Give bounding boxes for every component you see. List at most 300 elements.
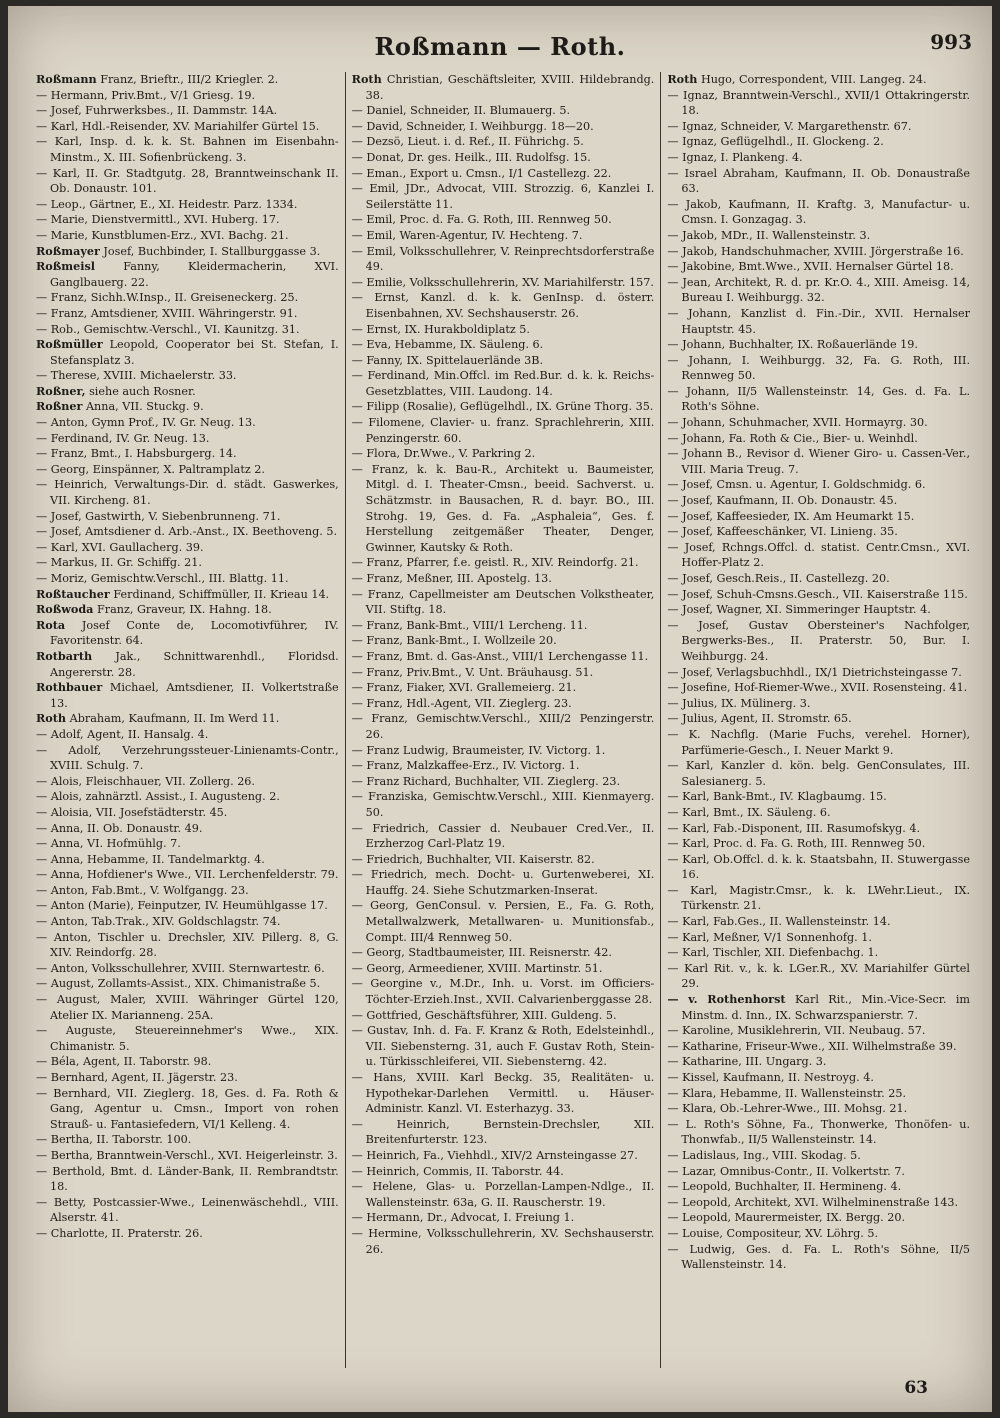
directory-entry xyxy=(352,976,655,1007)
directory-entry xyxy=(352,1210,655,1226)
directory-entry xyxy=(36,119,339,135)
directory-entry xyxy=(667,587,970,603)
entry-text: — Franziska, Gemischtw.Verschl., XIII. Kienmayerg. 50. xyxy=(351,790,655,819)
directory-entry xyxy=(667,1101,970,1117)
entry-text: — Emil, Proc. d. Fa. G. Roth, III. Rennweg 50. xyxy=(351,213,612,227)
directory-entry xyxy=(352,134,655,150)
directory-entry xyxy=(667,930,970,946)
entry-text: Abraham, Kaufmann, II. Im Werd 11. xyxy=(69,712,280,726)
directory-entry xyxy=(36,914,339,930)
directory-entry xyxy=(667,680,970,696)
entry-text: — Franz Richard, Buchhalter, VII. Zieglerg. 23. xyxy=(351,774,621,788)
directory-entry xyxy=(667,883,970,914)
entry-text: — Franz Ludwig, Braumeister, IV. Victorg. 1. xyxy=(351,743,606,757)
directory-entry xyxy=(667,337,970,353)
entry-text: — Anna, VI. Hofmühlg. 7. xyxy=(36,837,181,851)
entry-text: — Bernhard, VII. Zieglerg. 18, Ges. d. Fa. Roth & Gang, Agentur u. Cmsn., Import von rohen Strauß- u. Fantasiefedern, VI/1 Kelleng. 4. xyxy=(36,1086,339,1131)
entry-text: — Filipp (Rosalie), Geflügelhdl., IX. Grüne Thorg. 35. xyxy=(351,400,654,414)
directory-entry xyxy=(352,711,655,742)
entry-text: — Dezsö, Lieut. i. d. Ref., II. Führichg. 5. xyxy=(351,135,584,149)
directory-entry xyxy=(352,680,655,696)
directory-entry xyxy=(36,1195,339,1226)
directory-entry xyxy=(36,524,339,540)
entry-text: — Anna, Hofdiener's Wwe., VII. Lerchenfelderstr. 79. xyxy=(36,868,339,882)
entry-text: — Anton, Gymn Prof., IV. Gr. Neug. 13. xyxy=(36,416,256,430)
directory-entry xyxy=(667,493,970,509)
entry-text: — Eman., Export u. Cmsn., I/1 Castellezg. 22. xyxy=(351,166,612,180)
entry-text: — Franz, Amtsdiener, XVIII. Währingerstr. 91. xyxy=(36,306,298,320)
entry-text: — Georgine v., M.Dr., Inh. u. Vorst. im Officiers-Töchter-Erzieh.Inst., XVII. Calvarienberggasse 28. xyxy=(351,977,655,1007)
entry-text: — Katharine, Friseur-Wwe., XII. Wilhelmstraße 39. xyxy=(667,1039,957,1053)
directory-entry xyxy=(352,571,655,587)
entry-text: — Ignaz, Geflügelhdl., II. Glockeng. 2. xyxy=(667,135,884,149)
entry-text: — Leopold, Maurermeister, IX. Bergg. 20. xyxy=(667,1211,906,1225)
directory-entry xyxy=(352,789,655,820)
directory-entry xyxy=(36,477,339,508)
directory-entry xyxy=(36,774,339,790)
directory-entry xyxy=(352,587,655,618)
directory-entry xyxy=(36,789,339,805)
directory-entry xyxy=(36,446,339,462)
directory-entry xyxy=(352,212,655,228)
entry-text: — Leopold, Buchhalter, II. Hermineng. 4. xyxy=(667,1180,902,1194)
entry-text: — Karl, Fab.Ges., II. Wallensteinstr. 14. xyxy=(667,915,891,929)
entry-text: — Karl, Hdl.-Reisender, XV. Mariahilfer Gürtel 15. xyxy=(36,119,320,133)
directory-entry xyxy=(352,244,655,275)
directory-entry xyxy=(667,353,970,384)
entry-text: — Karl, Bank-Bmt., IV. Klagbaumg. 15. xyxy=(667,790,887,804)
entry-text: — Friedrich, Buchhalter, VII. Kaiserstr. 82. xyxy=(351,852,595,866)
entry-surname: Roßtaucher xyxy=(36,586,110,601)
directory-entry xyxy=(36,540,339,556)
entry-text: — Lazar, Omnibus-Contr., II. Volkertstr. 7. xyxy=(667,1164,905,1178)
directory-entry xyxy=(36,821,339,837)
directory-entry xyxy=(352,290,655,321)
directory-entry xyxy=(352,462,655,556)
entry-text: — Josef, Amtsdiener d. Arb.-Anst., IX. Beethoveng. 5. xyxy=(36,525,338,539)
entry-text: — Heinrich, Fa., Viehhdl., XIV/2 Arnsteingasse 27. xyxy=(351,1148,638,1162)
entry-text: — Josef, Kaffeesieder, IX. Am Heumarkt 15. xyxy=(667,509,915,523)
directory-entry xyxy=(36,898,339,914)
entry-text: — Josef, Cmsn. u. Agentur, I. Goldschmidg. 6. xyxy=(667,478,926,492)
entry-text: — Jakobine, Bmt.Wwe., XVII. Hernalser Gürtel 18. xyxy=(667,260,954,274)
entry-text: Anna, VII. Stuckg. 9. xyxy=(85,400,204,414)
entry-text: — Donat, Dr. ges. Heilk., III. Rudolfsg. 15. xyxy=(351,150,591,164)
entry-text: — Anna, II. Ob. Donaustr. 49. xyxy=(36,821,203,835)
entry-text: — Emil, Volksschullehrer, V. Reinprechtsdorferstraße 49. xyxy=(351,244,655,274)
directory-entry xyxy=(667,618,970,665)
directory-entry xyxy=(36,587,339,603)
directory-entry xyxy=(36,384,339,400)
directory-entry xyxy=(352,119,655,135)
directory-entry xyxy=(36,883,339,899)
directory-entry xyxy=(667,415,970,431)
entry-text: — Berthold, Bmt. d. Länder-Bank, II. Rembrandtstr. 18. xyxy=(36,1164,339,1194)
entry-text: — Josef, Rchngs.Offcl. d. statist. Centr.Cmsn., XVI. Hoffer-Platz 2. xyxy=(667,540,971,570)
directory-entry xyxy=(36,88,339,104)
directory-entry xyxy=(667,1164,970,1180)
directory-entry xyxy=(352,758,655,774)
entry-text: — Ignaz, Schneider, V. Margarethenstr. 67. xyxy=(667,119,912,133)
directory-entry xyxy=(36,322,339,338)
entry-text: — Franz, Fiaker, XVI. Grallemeierg. 21. xyxy=(351,681,577,695)
directory-entry xyxy=(352,353,655,369)
entry-surname: Rothbauer xyxy=(36,680,103,695)
directory-entry xyxy=(352,696,655,712)
directory-entry xyxy=(36,1132,339,1148)
entry-text: — Anton, Tischler u. Drechsler, XIV. Pillerg. 8, G. XIV. Reindorfg. 28. xyxy=(36,930,339,960)
entry-text: siehe auch Rosner. xyxy=(89,384,196,398)
entry-text: Hugo, Correspondent, VIII. Langeg. 24. xyxy=(700,73,927,86)
directory-entry xyxy=(667,961,970,992)
entry-surname: Roßner xyxy=(36,399,83,414)
entry-surname: Roßmayer xyxy=(36,243,100,258)
entry-text: — Anton, Volksschullehrer, XVIII. Sternwartestr. 6. xyxy=(36,961,325,975)
entry-text: — Karl, Meßner, V/1 Sonnenhofg. 1. xyxy=(667,930,872,944)
entry-text: — Ladislaus, Ing., VIII. Skodag. 5. xyxy=(667,1148,861,1162)
directory-entry xyxy=(352,618,655,634)
directory-entry xyxy=(667,571,970,587)
directory-entry xyxy=(667,1086,970,1102)
entry-text: — Karl, Tischler, XII. Diefenbachg. 1. xyxy=(667,946,879,960)
directory-entry xyxy=(667,1039,970,1055)
directory-entry xyxy=(667,1023,970,1039)
directory-entry xyxy=(36,415,339,431)
directory-entry xyxy=(352,1164,655,1180)
entry-text: — Julius, Agent, II. Stromstr. 65. xyxy=(667,712,852,726)
signature-number: 63 xyxy=(904,1378,928,1398)
directory-entry xyxy=(352,1070,655,1117)
entry-text: — Therese, XVIII. Michaelerstr. 33. xyxy=(36,369,237,383)
entry-text: — Franz, Meßner, III. Apostelg. 13. xyxy=(351,572,552,585)
directory-entry xyxy=(36,602,339,618)
entry-surname: Roth xyxy=(667,72,698,86)
directory-entry xyxy=(667,1226,970,1242)
directory-entry xyxy=(667,758,970,789)
entry-text: — Franz, Gemischtw.Verschl., XIII/2 Penzingerstr. 26. xyxy=(351,712,655,741)
directory-entry xyxy=(667,602,970,618)
column-2 xyxy=(345,72,661,1368)
entry-text: — Franz, Bmt., I. Habsburgerg. 14. xyxy=(36,447,237,461)
directory-entry xyxy=(36,1226,339,1242)
entry-text: — Heinrich, Verwaltungs-Dir. d. städt. Gaswerkes, VII. Kircheng. 81. xyxy=(36,478,339,508)
directory-entry xyxy=(667,228,970,244)
directory-entry xyxy=(667,665,970,681)
directory-entry xyxy=(352,415,655,446)
entry-text: Jak., Schnittwarenhdl., Floridsd. Angererstr. 28. xyxy=(50,649,339,679)
entry-text: — K. Nachflg. (Marie Fuchs, verehel. Horner), Parfümerie-Gesch., I. Neuer Markt 9. xyxy=(667,727,971,757)
entry-text: — Franz, Priv.Bmt., V. Unt. Bräuhausg. 51. xyxy=(351,665,594,679)
entry-surname: Rota xyxy=(36,617,66,632)
entry-text: — Emilie, Volksschullehrerin, XV. Mariahilferstr. 157. xyxy=(351,275,654,289)
directory-entry xyxy=(36,961,339,977)
entry-text: — Marie, Dienstvermittl., XVI. Huberg. 17. xyxy=(36,213,280,227)
entry-text: Josef, Buchbinder, I. Stallburggasse 3. xyxy=(103,244,321,258)
directory-entry xyxy=(667,1054,970,1070)
directory-entry xyxy=(352,898,655,945)
entry-text: Franz, Brieftr., III/2 Kriegler. 2. xyxy=(100,73,279,86)
directory-entry xyxy=(352,743,655,759)
directory-entry xyxy=(667,727,970,758)
entry-text: — Bertha, II. Taborstr. 100. xyxy=(36,1133,192,1147)
entry-text: Michael, Amtsdiener, II. Volkertstraße 13. xyxy=(50,681,339,710)
directory-entry xyxy=(667,1148,970,1164)
directory-entry xyxy=(352,665,655,681)
entry-text: — Karl, Ob.Offcl. d. k. k. Staatsbahn, II. Stuwergasse 16. xyxy=(667,852,971,882)
directory-entry xyxy=(36,431,339,447)
entry-text: — Ludwig, Ges. d. Fa. L. Roth's Söhne, II/5 Wallensteinstr. 14. xyxy=(667,1242,971,1272)
directory-entry xyxy=(36,259,339,290)
entry-text: — Georg, Einspänner, X. Paltramplatz 2. xyxy=(36,462,265,476)
directory-entry xyxy=(667,197,970,228)
directory-entry xyxy=(36,1086,339,1133)
directory-entry xyxy=(36,103,339,119)
entry-text: — Franz, k. k. Bau-R., Architekt u. Baumeister, Mitgl. d. I. Theater-Cmsn., beeid. Sachverst. u. Schätzmstr. in Bausachen, R. d. bayr. BO., III. Strohg. 19, Ges. d. Fa. „Asphaleia“, Ges. f. Herstellung zeitgemäßer Theater, Denger, Gwinner, Kautsky & Roth. xyxy=(351,462,655,554)
entry-text: — Aloisia, VII. Josefstädterstr. 45. xyxy=(36,805,228,819)
directory-entry xyxy=(352,774,655,790)
entry-text: — Ignaz, I. Plankeng. 4. xyxy=(667,150,803,164)
entry-surname: Roßner, xyxy=(36,383,86,398)
entry-text: — Josef, Gesch.Reis., II. Castellezg. 20. xyxy=(667,572,890,585)
entry-text: — Louise, Compositeur, XV. Löhrg. 5. xyxy=(667,1226,879,1240)
entry-text: — Ferdinand, IV. Gr. Neug. 13. xyxy=(36,431,210,445)
entry-text: — Johann, Kanzlist d. Fin.-Dir., XVII. Hernalser Hauptstr. 45. xyxy=(667,306,971,336)
directory-page xyxy=(8,6,992,1412)
entry-text: — Charlotte, II. Praterstr. 26. xyxy=(36,1226,203,1240)
directory-entry xyxy=(352,322,655,338)
entry-text: — Ignaz, Branntwein-Verschl., XVII/1 Ottakringerstr. 18. xyxy=(667,88,971,118)
entry-surname: Roth xyxy=(36,711,67,726)
directory-entry xyxy=(36,649,339,680)
entry-text: — Karl, II. Gr. Stadtgutg. 28, Branntweinschank II. Ob. Donaustr. 101. xyxy=(36,166,339,196)
entry-text: — Eva, Hebamme, IX. Säuleng. 6. xyxy=(351,338,544,352)
directory-columns xyxy=(30,72,976,1368)
entry-text: — Leopold, Architekt, XVI. Wilhelminenstraße 143. xyxy=(667,1195,959,1209)
directory-entry xyxy=(667,477,970,493)
entry-text: — Israel Abraham, Kaufmann, II. Ob. Donaustraße 63. xyxy=(667,166,971,196)
directory-entry xyxy=(352,275,655,291)
directory-entry xyxy=(667,306,970,337)
directory-entry xyxy=(352,945,655,961)
entry-text: — Alois, zahnärztl. Assist., I. Augusteng. 2. xyxy=(36,790,280,804)
directory-entry xyxy=(352,228,655,244)
entry-text: — Alois, Fleischhauer, VII. Zollerg. 26. xyxy=(36,774,255,788)
entry-text: — Josef, Kaufmann, II. Ob. Donaustr. 45. xyxy=(667,494,898,508)
directory-entry xyxy=(667,259,970,275)
entry-text: — Karl, Bmt., IX. Säuleng. 6. xyxy=(667,805,831,819)
directory-entry xyxy=(667,945,970,961)
directory-entry xyxy=(352,399,655,415)
directory-entry xyxy=(667,150,970,166)
directory-entry xyxy=(667,88,970,119)
entry-text: — Adolf, Agent, II. Hansalg. 4. xyxy=(36,727,209,741)
entry-text: — Franz, Malzkaffee-Erz., IV. Victorg. 1. xyxy=(351,759,580,773)
entry-text: — August, Maler, XVIII. Währinger Gürtel 120, Atelier IX. Marianneng. 25A. xyxy=(36,993,339,1022)
directory-entry xyxy=(352,337,655,353)
directory-entry xyxy=(36,680,339,711)
entry-text: — Johann, Fa. Roth & Cie., Bier- u. Weinhdl. xyxy=(667,431,918,445)
entry-text: — Bertha, Branntwein-Verschl., XVI. Heigerleinstr. 3. xyxy=(36,1148,338,1162)
entry-text: — Franz, Capellmeister am Deutschen Volkstheater, VII. Stiftg. 18. xyxy=(351,587,655,617)
directory-entry xyxy=(36,244,339,260)
directory-entry xyxy=(667,384,970,415)
entry-text: — Kissel, Kaufmann, II. Nestroyg. 4. xyxy=(667,1071,874,1084)
directory-entry xyxy=(667,1070,970,1086)
directory-entry xyxy=(36,852,339,868)
entry-text: — Josef, Verlagsbuchhdl., IX/1 Dietrichsteingasse 7. xyxy=(667,665,962,679)
directory-entry xyxy=(352,867,655,898)
directory-entry xyxy=(352,1148,655,1164)
directory-entry xyxy=(667,524,970,540)
entry-text: — Markus, II. Gr. Schiffg. 21. xyxy=(36,556,202,570)
entry-text: — Daniel, Schneider, II. Blumauerg. 5. xyxy=(351,104,571,118)
entry-text: — Hans, XVIII. Karl Beckg. 35, Realitäten- u. Hypothekar-Darlehen Vermittl. u. Häuser-Administr. Kanzl. VI. Esterhazyg. 33. xyxy=(351,1071,655,1116)
running-title: Roßmann — Roth. xyxy=(374,32,626,61)
entry-text: — Anton (Marie), Feinputzer, IV. Heumühlgasse 17. xyxy=(36,899,328,913)
entry-text: — Gottfried, Geschäftsführer, XIII. Guldeng. 5. xyxy=(351,1008,617,1022)
directory-entry xyxy=(36,930,339,961)
directory-entry xyxy=(667,696,970,712)
directory-entry xyxy=(36,805,339,821)
entry-text: — Adolf, Verzehrungssteuer-Linienamts-Contr., XVIII. Schulg. 7. xyxy=(36,743,339,773)
entry-surname: Rotbarth xyxy=(36,648,93,663)
page-number: 993 xyxy=(930,30,972,54)
directory-entry xyxy=(36,1070,339,1086)
directory-entry xyxy=(667,166,970,197)
directory-entry xyxy=(36,836,339,852)
entry-text: — Jakob, MDr., II. Wallensteinstr. 3. xyxy=(667,228,871,242)
directory-entry xyxy=(36,976,339,992)
directory-entry xyxy=(667,1179,970,1195)
entry-text: — Georg, Armeediener, XVIII. Martinstr. 51. xyxy=(351,961,603,975)
entry-text: — Rob., Gemischtw.-Verschl., VI. Kaunitzg. 31. xyxy=(36,322,300,336)
entry-text: — Helene, Glas- u. Porzellan-Lampen-Ndlge., II. Wallensteinstr. 63a, G. II. Rauscherstr. 19. xyxy=(351,1180,655,1209)
directory-entry xyxy=(36,212,339,228)
entry-text: — Gustav, Inh. d. Fa. F. Kranz & Roth, Edelsteinhdl., VII. Siebensterng. 31, auch F. Gustav Roth, Stein- u. Türkisschleiferei, VII. Siebensterng. 42. xyxy=(351,1024,655,1069)
entry-text: — Karoline, Musiklehrerin, VII. Neubaug. 57. xyxy=(667,1024,926,1038)
directory-entry xyxy=(36,509,339,525)
page-header xyxy=(8,26,992,62)
directory-entry xyxy=(667,275,970,306)
directory-entry xyxy=(667,821,970,837)
entry-text: — Ernst, Kanzl. d. k. k. GenInsp. d. österr. Eisenbahnen, XV. Sechshauserstr. 26. xyxy=(351,291,655,320)
entry-surname: Roßmeisl xyxy=(36,259,96,274)
entry-text: — Johann, Schuhmacher, XVII. Hormayrg. 30. xyxy=(667,416,928,430)
directory-entry xyxy=(352,852,655,868)
entry-text: — Josef, Kaffeeschänker, VI. Linieng. 35. xyxy=(667,525,898,539)
entry-text: — Georg, Stadtbaumeister, III. Reisnerstr. 42. xyxy=(351,946,612,960)
directory-entry xyxy=(352,368,655,399)
directory-entry xyxy=(36,197,339,213)
directory-entry xyxy=(667,789,970,805)
directory-entry xyxy=(352,166,655,182)
column-3 xyxy=(660,72,976,1368)
entry-text: — Leop., Gärtner, E., XI. Heidestr. Parz. 1334. xyxy=(36,197,298,211)
directory-entry xyxy=(352,1023,655,1070)
entry-text: — Franz, Bank-Bmt., I. Wollzeile 20. xyxy=(351,634,557,648)
entry-surname: Roth xyxy=(351,72,382,86)
directory-entry xyxy=(352,555,655,571)
directory-entry xyxy=(36,1164,339,1195)
entry-text: — Jakob, Kaufmann, II. Kraftg. 3, Manufactur- u. Cmsn. I. Gonzagag. 3. xyxy=(667,197,971,227)
entry-text: Fanny, Kleidermacherin, XVI. Ganglbauerg. 22. xyxy=(50,260,339,289)
entry-text: — Karl, Fab.-Disponent, III. Rasumofskyg. 4. xyxy=(667,821,921,835)
directory-entry xyxy=(667,805,970,821)
entry-surname: — v. Rothenhorst xyxy=(667,992,786,1007)
entry-text: Leopold, Cooperator bei St. Stefan, I. Stefansplatz 3. xyxy=(50,338,339,367)
entry-text: — Katharine, III. Ungarg. 3. xyxy=(667,1055,827,1069)
entry-text: — Karl, Kanzler d. kön. belg. GenConsulates, III. Salesianerg. 5. xyxy=(667,759,971,788)
entry-text: — Emil, Waren-Agentur, IV. Hechteng. 7. xyxy=(351,228,583,242)
directory-entry xyxy=(667,1195,970,1211)
entry-text: — Jean, Architekt, R. d. pr. Kr.O. 4., XIII. Ameisg. 14, Bureau I. Weihburgg. 32. xyxy=(667,275,971,305)
entry-text: — Josef, Gustav Obersteiner's Nachfolger, Bergwerks-Bes., II. Praterstr. 50, Bur. I. Weihburgg. 24. xyxy=(667,618,971,663)
entry-text: — Karl, Proc. d. Fa. G. Roth, III. Rennweg 50. xyxy=(667,837,926,851)
entry-text: — Flora, Dr.Wwe., V. Parkring 2. xyxy=(351,447,536,461)
directory-entry xyxy=(352,1117,655,1148)
directory-entry xyxy=(36,1054,339,1070)
entry-text: — Johann B., Revisor d. Wiener Giro- u. Cassen-Ver., VIII. Maria Treug. 7. xyxy=(667,447,971,476)
directory-entry xyxy=(36,1023,339,1054)
entry-text: — Johann, I. Weihburgg. 32, Fa. G. Roth, III. Rennweg 50. xyxy=(667,353,971,383)
directory-entry xyxy=(667,540,970,571)
entry-text: — Friedrich, mech. Docht- u. Gurtenweberei, XI. Hauffg. 24. Siehe Schutzmarken-Inserat. xyxy=(351,868,655,897)
directory-entry xyxy=(667,914,970,930)
entry-text: — Filomene, Clavier- u. franz. Sprachlehrerin, XIII. Penzingerstr. 60. xyxy=(351,416,655,445)
entry-text: — Franz, Bmt. d. Gas-Anst., VIII/1 Lerchengasse 11. xyxy=(351,649,649,663)
entry-text: — Franz, Pfarrer, f.e. geistl. R., XIV. Reindorfg. 21. xyxy=(351,556,639,570)
directory-entry xyxy=(36,228,339,244)
entry-text: — Hermann, Priv.Bmt., V/1 Griesg. 19. xyxy=(36,88,256,102)
directory-entry xyxy=(352,1179,655,1210)
entry-text: — Friedrich, Cassier d. Neubauer Cred.Ver., II. Erzherzog Carl-Platz 19. xyxy=(351,821,655,851)
entry-text: — Auguste, Steuereinnehmer's Wwe., XIX. Chimanistr. 5. xyxy=(36,1024,339,1053)
directory-entry xyxy=(667,446,970,477)
entry-text: — Moriz, Gemischtw.Verschl., III. Blattg. 11. xyxy=(36,572,289,585)
entry-text: — Josef, Wagner, XI. Simmeringer Hauptstr. 4. xyxy=(667,603,931,617)
entry-text: — Karl, Insp. d. k. k. St. Bahnen im Eisenbahn-Minstm., X. III. Sofienbrückeng. 3. xyxy=(36,135,339,164)
directory-entry xyxy=(667,134,970,150)
entry-text: Franz, Graveur, IX. Hahng. 18. xyxy=(97,603,272,617)
directory-entry xyxy=(667,1117,970,1148)
directory-entry xyxy=(36,166,339,197)
entry-text: — Anna, Hebamme, II. Tandelmarktg. 4. xyxy=(36,852,265,866)
directory-entry xyxy=(36,134,339,165)
entry-text: — Klara, Ob.-Lehrer-Wwe., III. Mohsg. 21. xyxy=(667,1102,908,1116)
entry-text: — Béla, Agent, II. Taborstr. 98. xyxy=(36,1055,212,1069)
entry-text: — Karl, XVI. Gaullacherg. 39. xyxy=(36,540,204,554)
directory-entry xyxy=(352,103,655,119)
entry-text: — August, Zollamts-Assist., XIX. Chimanistraße 5. xyxy=(36,977,321,991)
directory-entry xyxy=(36,290,339,306)
directory-entry xyxy=(36,743,339,774)
directory-entry xyxy=(352,1008,655,1024)
entry-text: — Josef, Fuhrwerksbes., II. Dammstr. 14A. xyxy=(36,104,278,118)
entry-text: — Karl, Magistr.Cmsr., k. k. LWehr.Lieut., IX. Türkenstr. 21. xyxy=(667,883,971,913)
entry-text: — Josefine, Hof-Riemer-Wwe., XVII. Rosensteing. 41. xyxy=(667,681,968,695)
entry-text: — Jakob, Handschuhmacher, XVIII. Jörgerstraße 16. xyxy=(667,244,964,258)
directory-entry xyxy=(667,509,970,525)
entry-text: Christian, Geschäftsleiter, XVIII. Hildebrandg. 38. xyxy=(365,73,655,102)
entry-text: — Hermann, Dr., Advocat, I. Freiung 1. xyxy=(351,1211,575,1225)
entry-surname: Roßmüller xyxy=(36,337,103,352)
entry-text: — Josef, Schuh-Cmsns.Gesch., VII. Kaiserstraße 115. xyxy=(667,587,968,601)
entry-text: — Marie, Kunstblumen-Erz., XVI. Bachg. 21. xyxy=(36,228,289,242)
entry-text: Josef Conte de, Locomotivführer, IV. Favoritenstr. 64. xyxy=(50,618,339,648)
entry-surname: Roßwoda xyxy=(36,602,94,617)
entry-text: Ferdinand, Schiffmüller, II. Krieau 14. xyxy=(113,587,330,601)
entry-text: — Georg, GenConsul. v. Persien, E., Fa. G. Roth, Metallwalzwerk, Metallwaren- u. Munitionsfab., Compt. III/4 Rennweg 50. xyxy=(351,899,655,944)
